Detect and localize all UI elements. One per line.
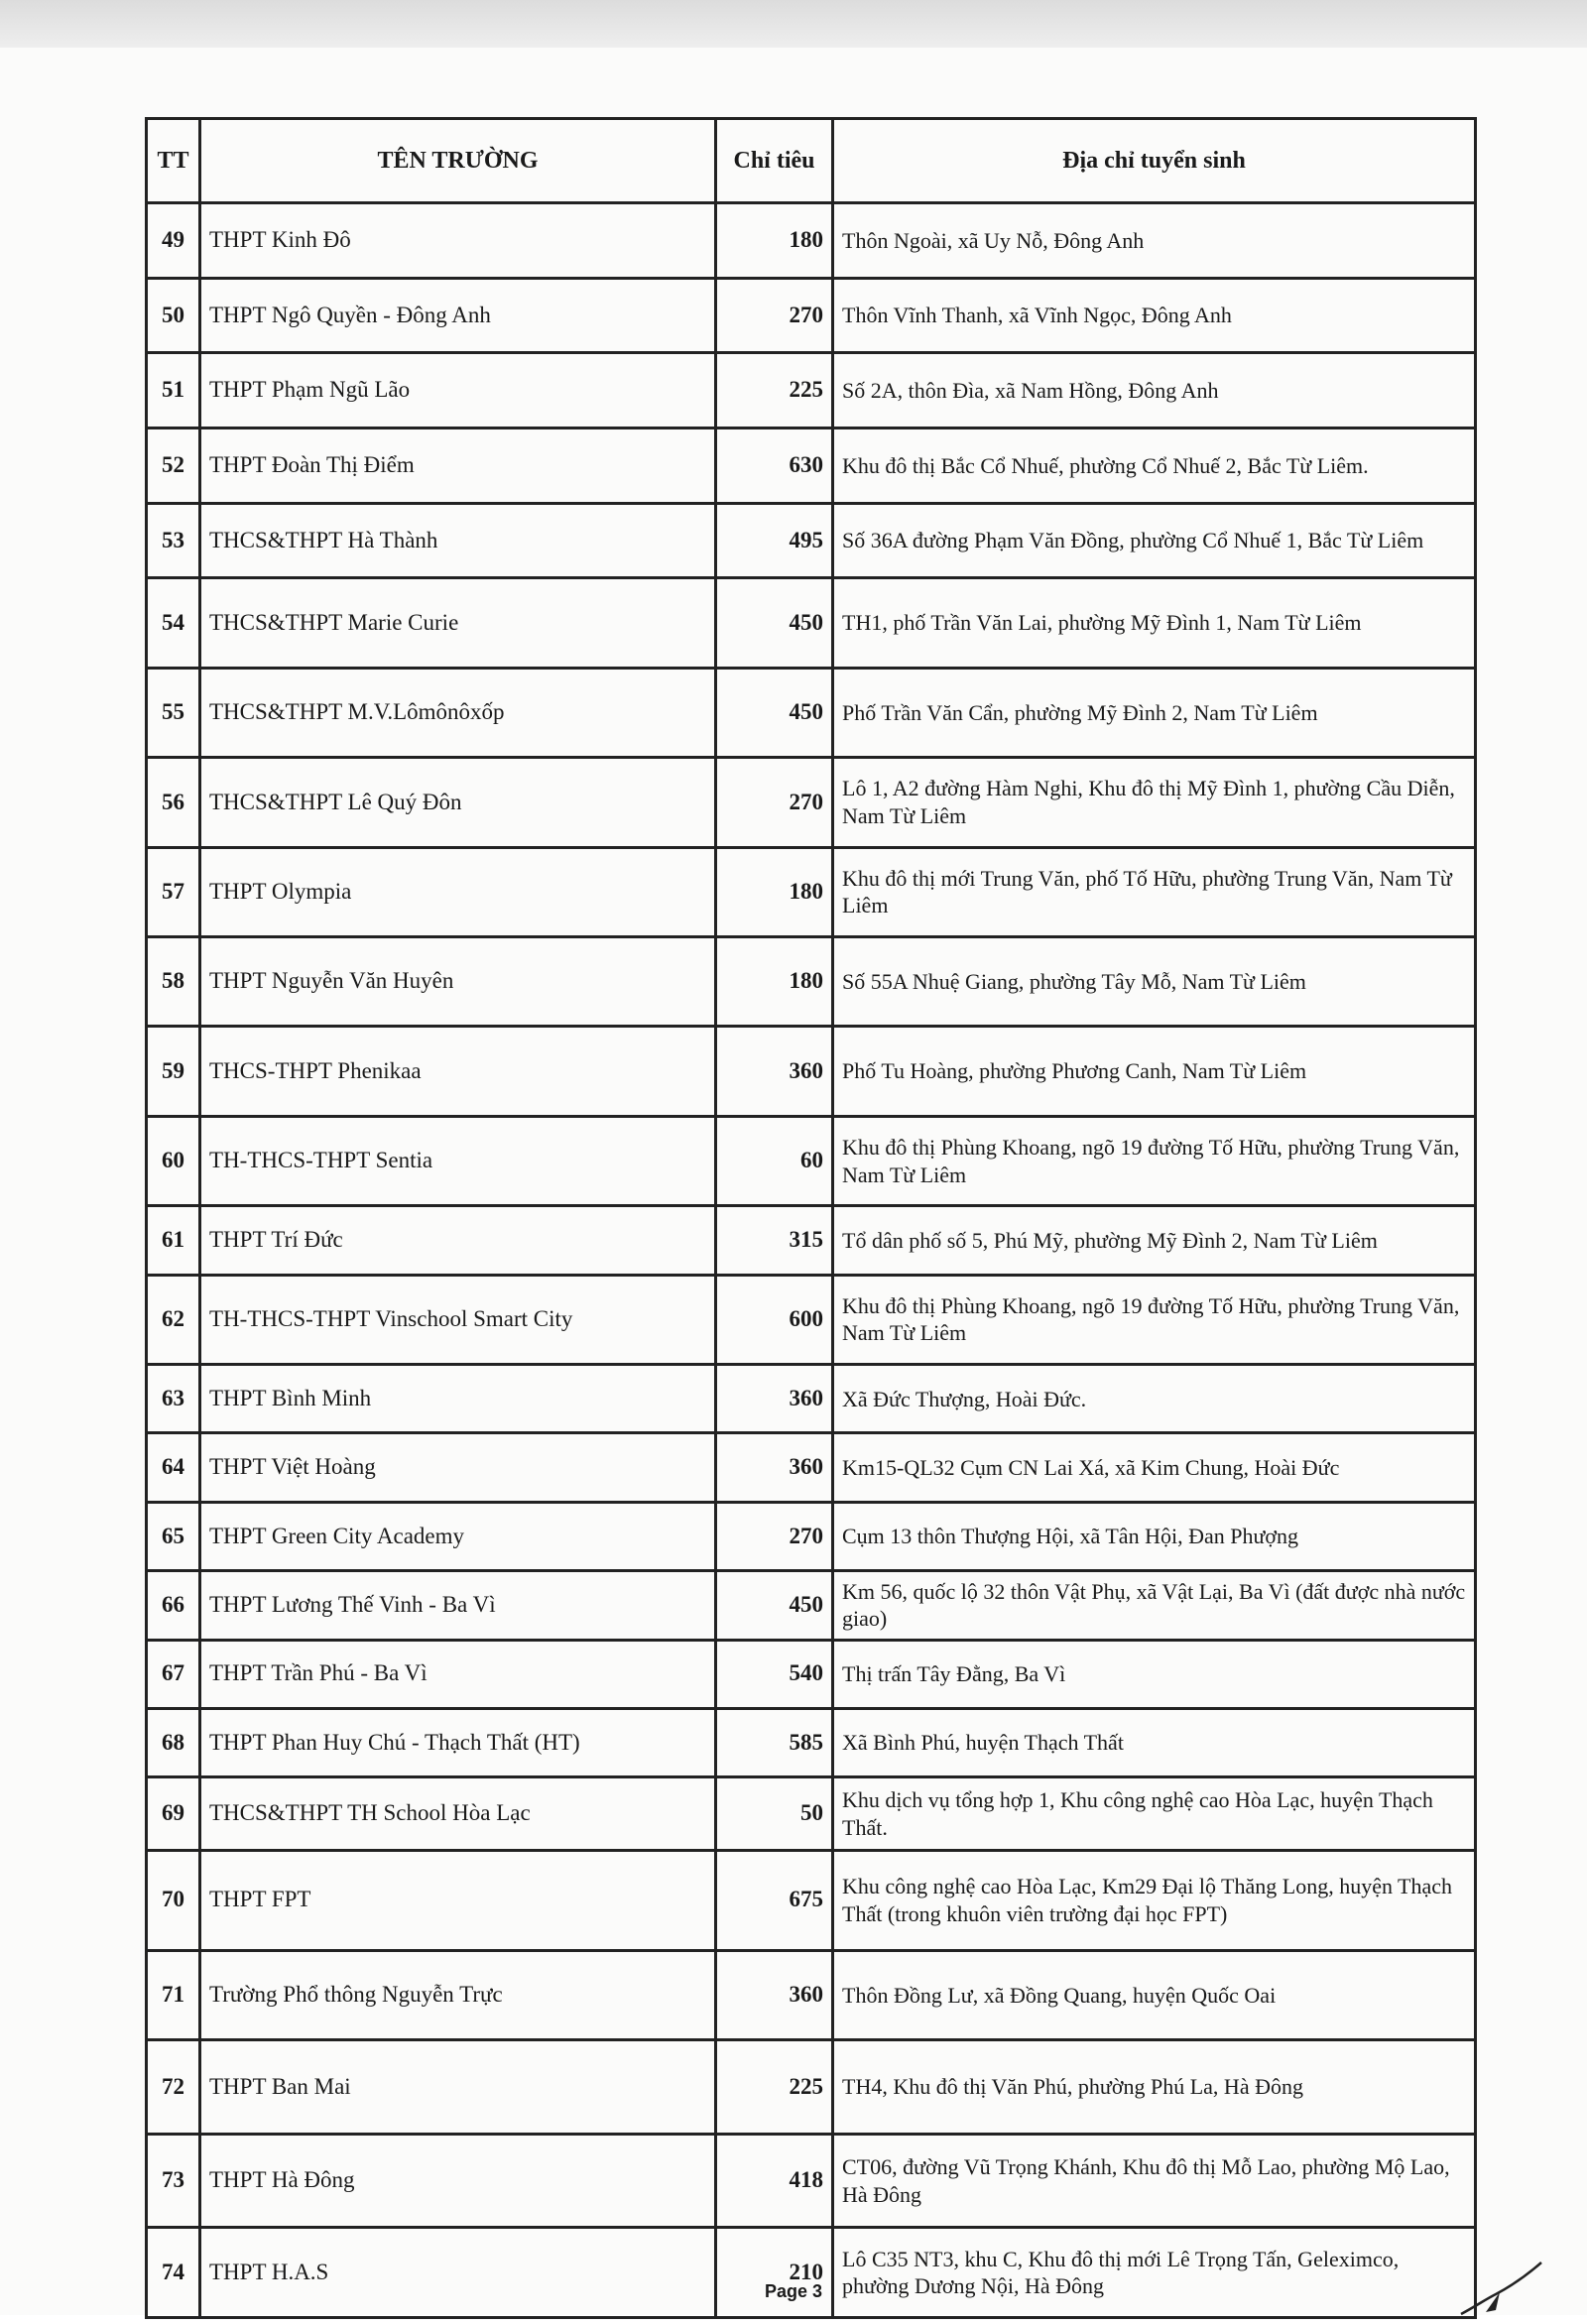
quota-value: 360 [716, 1365, 833, 1433]
table-row [147, 1116, 1476, 1205]
table-header-row [147, 119, 1476, 203]
school-name: THPT Nguyễn Văn Huyên [200, 937, 716, 1027]
school-name: THPT Kinh Đô [200, 203, 716, 279]
quota-value: 630 [716, 428, 833, 504]
school-address: Phố Tu Hoàng, phường Phương Canh, Nam Từ Liêm [833, 1027, 1476, 1116]
school-address: Số 2A, thôn Đìa, xã Nam Hồng, Đông Anh [833, 353, 1476, 428]
table-row [147, 578, 1476, 668]
header-quota: Chỉ tiêu [716, 119, 833, 203]
school-name: THPT Trần Phú - Ba Vì [200, 1640, 716, 1708]
quota-value: 225 [716, 2040, 833, 2135]
row-number: 50 [147, 278, 200, 353]
school-address: Thôn Đồng Lư, xã Đồng Quang, huyện Quốc Oai [833, 1950, 1476, 2039]
row-number: 60 [147, 1116, 200, 1205]
quota-value: 495 [716, 503, 833, 578]
row-number: 59 [147, 1027, 200, 1116]
quota-value: 315 [716, 1206, 833, 1275]
table-row [147, 1365, 1476, 1433]
school-name: THCS&THPT Lê Quý Đôn [200, 758, 716, 847]
header-school-name: TÊN TRƯỜNG [200, 119, 716, 203]
quota-value: 270 [716, 278, 833, 353]
school-name: Trường Phổ thông Nguyễn Trực [200, 1950, 716, 2039]
table-row [147, 2134, 1476, 2228]
quota-value: 675 [716, 1850, 833, 1950]
document-page [0, 48, 1587, 2315]
school-address: Khu dịch vụ tổng hợp 1, Khu công nghệ cao Hòa Lạc, huyện Thạch Thất. [833, 1777, 1476, 1851]
quota-value: 540 [716, 1640, 833, 1708]
row-number: 73 [147, 2134, 200, 2228]
school-name: THPT Bình Minh [200, 1365, 716, 1433]
table-row [147, 1640, 1476, 1708]
row-number: 57 [147, 847, 200, 936]
row-number: 65 [147, 1502, 200, 1570]
school-address: Km 56, quốc lộ 32 thôn Vật Phụ, xã Vật Lại, Ba Vì (đất được nhà nước giao) [833, 1571, 1476, 1640]
table-row [147, 1502, 1476, 1570]
school-name: THPT Việt Hoàng [200, 1433, 716, 1502]
table-row [147, 1206, 1476, 1275]
row-number: 61 [147, 1206, 200, 1275]
quota-value: 225 [716, 353, 833, 428]
table-row [147, 278, 1476, 353]
school-name: THPT Ban Mai [200, 2040, 716, 2135]
quota-value: 585 [716, 1708, 833, 1776]
school-name: THCS&THPT M.V.Lômônôxốp [200, 668, 716, 757]
row-number: 49 [147, 203, 200, 279]
table-row [147, 937, 1476, 1027]
school-address: TH1, phố Trần Văn Lai, phường Mỹ Đình 1, Nam Từ Liêm [833, 578, 1476, 668]
school-name: THPT Trí Đức [200, 1206, 716, 1275]
school-name: THPT Olympia [200, 847, 716, 936]
quota-value: 360 [716, 1027, 833, 1116]
quota-value: 360 [716, 1433, 833, 1502]
school-name: TH-THCS-THPT Sentia [200, 1116, 716, 1205]
row-number: 58 [147, 937, 200, 1027]
school-name: THPT H.A.S [200, 2228, 716, 2318]
school-address: Khu đô thị Bắc Cổ Nhuế, phường Cổ Nhuế 2, Bắc Từ Liêm. [833, 428, 1476, 504]
table-row [147, 1777, 1476, 1851]
school-name: THPT Đoàn Thị Điểm [200, 428, 716, 504]
table-row [147, 1950, 1476, 2039]
table-row [147, 758, 1476, 847]
school-name: THPT Phan Huy Chú - Thạch Thất (HT) [200, 1708, 716, 1776]
school-address: Số 55A Nhuệ Giang, phường Tây Mỗ, Nam Từ Liêm [833, 937, 1476, 1027]
table-row [147, 428, 1476, 504]
row-number: 51 [147, 353, 200, 428]
quota-value: 360 [716, 1950, 833, 2039]
quota-value: 210 [716, 2228, 833, 2318]
quota-value: 180 [716, 203, 833, 279]
school-address: Số 36A đường Phạm Văn Đồng, phường Cổ Nhuế 1, Bắc Từ Liêm [833, 503, 1476, 578]
table-row [147, 353, 1476, 428]
quota-value: 270 [716, 758, 833, 847]
row-number: 64 [147, 1433, 200, 1502]
row-number: 56 [147, 758, 200, 847]
school-name: TH-THCS-THPT Vinschool Smart City [200, 1275, 716, 1364]
school-address: Cụm 13 thôn Thượng Hội, xã Tân Hội, Đan Phượng [833, 1502, 1476, 1570]
row-number: 66 [147, 1571, 200, 1640]
table-row [147, 668, 1476, 757]
school-name: THPT Ngô Quyền - Đông Anh [200, 278, 716, 353]
school-address: Khu công nghệ cao Hòa Lạc, Km29 Đại lộ Thăng Long, huyện Thạch Thất (trong khuôn viên trường đại học FPT) [833, 1850, 1476, 1950]
header-address: Địa chỉ tuyển sinh [833, 119, 1476, 203]
school-address: Thôn Ngoài, xã Uy Nỗ, Đông Anh [833, 203, 1476, 279]
school-name: THPT Hà Đông [200, 2134, 716, 2228]
row-number: 63 [147, 1365, 200, 1433]
table-row [147, 1708, 1476, 1776]
school-name: THPT Phạm Ngũ Lão [200, 353, 716, 428]
row-number: 68 [147, 1708, 200, 1776]
quota-value: 50 [716, 1777, 833, 1851]
row-number: 52 [147, 428, 200, 504]
school-address: Lô C35 NT3, khu C, Khu đô thị mới Lê Trọng Tấn, Geleximco, phường Dương Nội, Hà Đông [833, 2228, 1476, 2318]
row-number: 74 [147, 2228, 200, 2318]
row-number: 71 [147, 1950, 200, 2039]
row-number: 72 [147, 2040, 200, 2135]
school-address: TH4, Khu đô thị Văn Phú, phường Phú La, Hà Đông [833, 2040, 1476, 2135]
page-number: Page 3 [764, 2281, 823, 2301]
table-row [147, 847, 1476, 936]
school-name: THCS-THPT Phenikaa [200, 1027, 716, 1116]
row-number: 70 [147, 1850, 200, 1950]
quota-value: 60 [716, 1116, 833, 1205]
school-address: Thôn Vĩnh Thanh, xã Vĩnh Ngọc, Đông Anh [833, 278, 1476, 353]
table-row [147, 1027, 1476, 1116]
table-row [147, 2228, 1476, 2318]
header-tt: TT [147, 119, 200, 203]
school-address: Lô 1, A2 đường Hàm Nghi, Khu đô thị Mỹ Đình 1, phường Cầu Diễn, Nam Từ Liêm [833, 758, 1476, 847]
viewer-toolbar [0, 0, 1587, 49]
school-name: THCS&THPT TH School Hòa Lạc [200, 1777, 716, 1851]
quota-value: 180 [716, 937, 833, 1027]
school-address: Xã Bình Phú, huyện Thạch Thất [833, 1708, 1476, 1776]
school-address: Khu đô thị mới Trung Văn, phố Tố Hữu, phường Trung Văn, Nam Từ Liêm [833, 847, 1476, 936]
quota-value: 450 [716, 578, 833, 668]
school-address: Tổ dân phố số 5, Phú Mỹ, phường Mỹ Đình 2, Nam Từ Liêm [833, 1206, 1476, 1275]
school-address: Thị trấn Tây Đằng, Ba Vì [833, 1640, 1476, 1708]
row-number: 69 [147, 1777, 200, 1851]
quota-value: 180 [716, 847, 833, 936]
row-number: 62 [147, 1275, 200, 1364]
quota-value: 600 [716, 1275, 833, 1364]
row-number: 54 [147, 578, 200, 668]
row-number: 53 [147, 503, 200, 578]
table-row [147, 1275, 1476, 1364]
row-number: 55 [147, 668, 200, 757]
row-number: 67 [147, 1640, 200, 1708]
school-address: Xã Đức Thượng, Hoài Đức. [833, 1365, 1476, 1433]
school-address: Km15-QL32 Cụm CN Lai Xá, xã Kim Chung, Hoài Đức [833, 1433, 1476, 1502]
school-address: CT06, đường Vũ Trọng Khánh, Khu đô thị Mỗ Lao, phường Mộ Lao, Hà Đông [833, 2134, 1476, 2228]
table-row [147, 2040, 1476, 2135]
school-name: THPT Lương Thế Vinh - Ba Vì [200, 1571, 716, 1640]
school-name: THCS&THPT Hà Thành [200, 503, 716, 578]
school-name: THPT Green City Academy [200, 1502, 716, 1570]
quota-value: 450 [716, 1571, 833, 1640]
quota-value: 270 [716, 1502, 833, 1570]
table-row [147, 203, 1476, 279]
admission-quota-table [145, 117, 1477, 2319]
table-row [147, 1571, 1476, 1640]
table-row [147, 1850, 1476, 1950]
quota-value: 418 [716, 2134, 833, 2228]
table-row [147, 503, 1476, 578]
school-name: THCS&THPT Marie Curie [200, 578, 716, 668]
school-address: Khu đô thị Phùng Khoang, ngõ 19 đường Tố Hữu, phường Trung Văn, Nam Từ Liêm [833, 1275, 1476, 1364]
quota-value: 450 [716, 668, 833, 757]
table-row [147, 1433, 1476, 1502]
school-address: Khu đô thị Phùng Khoang, ngõ 19 đường Tố Hữu, phường Trung Văn, Nam Từ Liêm [833, 1116, 1476, 1205]
school-name: THPT FPT [200, 1850, 716, 1950]
school-address: Phố Trần Văn Cẩn, phường Mỹ Đình 2, Nam Từ Liêm [833, 668, 1476, 757]
